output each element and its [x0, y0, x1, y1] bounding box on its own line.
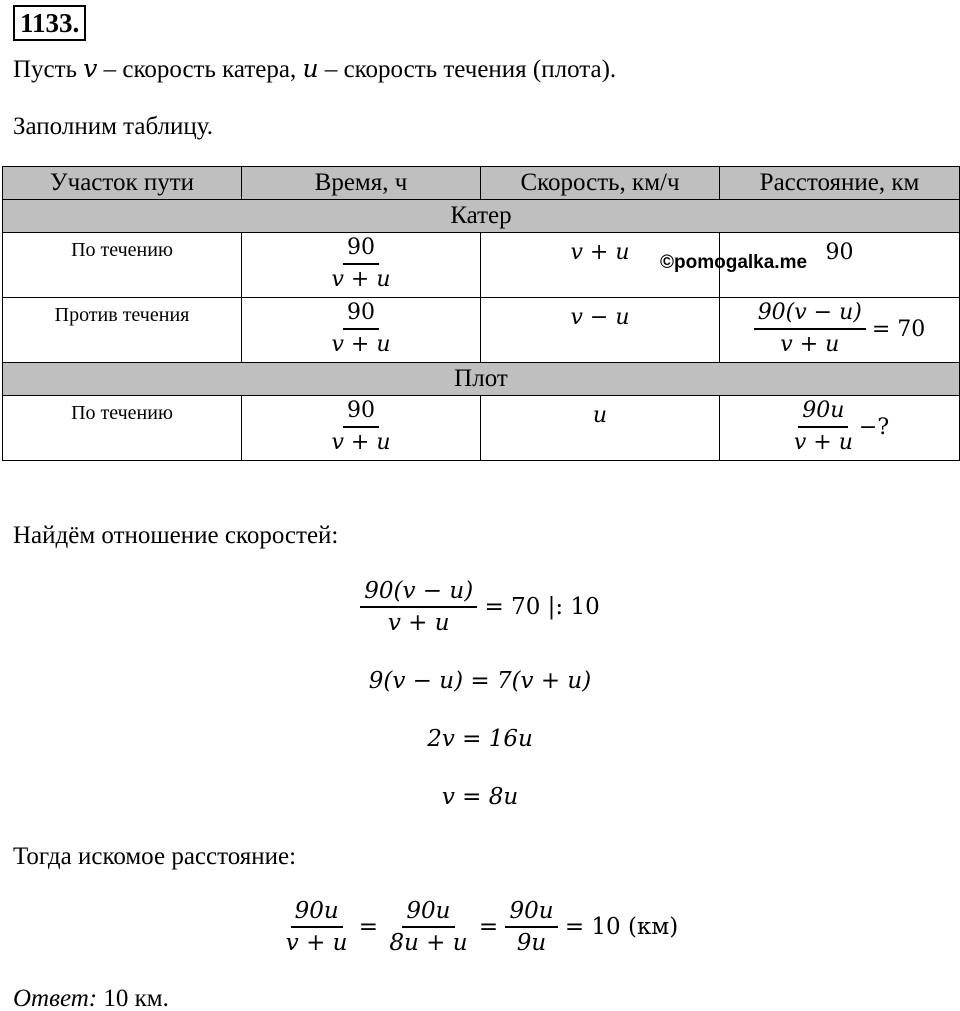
fill-table-text: Заполним таблицу.: [13, 113, 214, 140]
intro-text: Пусть: [13, 56, 84, 83]
distance-cell: 90: [720, 233, 960, 298]
time-cell: $\frac{90}{v + u}$: [242, 298, 481, 363]
intro-text: – скорость катера,: [97, 56, 303, 83]
header-segment: Участок пути: [3, 167, 242, 200]
equation-1: $\frac{90(v - u)}{v + u}$ = 70 |: 10: [0, 576, 960, 638]
final-equation: $\frac{90u}{v + u}$ = $\frac{90u}{8u + u}$ = $\frac{90u}{9u}$ = 10 (км): [285, 898, 679, 956]
equation-4: v = 8u: [441, 784, 519, 810]
group-raft: Плот: [3, 363, 960, 396]
distance-cell: $\frac{90u}{v + u}$ −?: [720, 396, 960, 461]
segment-cell: По течению: [3, 396, 242, 461]
var-u: u: [302, 54, 319, 83]
problem-number: 1133.: [13, 5, 86, 41]
answer-line: [13, 984, 169, 1011]
answer-value: 10 км.: [97, 985, 169, 1011]
time-cell: $\frac{90}{v + u}$: [242, 233, 481, 298]
table-row: [3, 233, 960, 298]
find-ratio-text: Найдём отношение скоростей:: [13, 522, 339, 549]
intro-paragraph: [13, 54, 616, 85]
var-v: v: [83, 54, 98, 83]
table-row: [3, 298, 960, 363]
segment-cell: По течению: [3, 233, 242, 298]
watermark: ©pomogalka.me: [660, 252, 808, 273]
header-distance: Расстояние, км: [720, 167, 960, 200]
equation-2: 9(v − u) = 7(v + u): [368, 668, 592, 694]
header-speed: Скорость, км/ч: [481, 167, 720, 200]
data-table: [2, 166, 960, 461]
speed-cell: v − u: [481, 298, 720, 363]
table-row: [3, 396, 960, 461]
then-distance-text: Тогда искомое расстояние:: [13, 843, 297, 870]
intro-text: – скорость течения (плота).: [318, 56, 617, 83]
time-cell: $\frac{90}{v + u}$: [242, 396, 481, 461]
group-boat: Катер: [3, 200, 960, 233]
answer-label: Ответ:: [13, 985, 98, 1011]
distance-cell: $\frac{90(v - u)}{v + u}$ = 70: [720, 298, 960, 363]
speed-cell: v + u: [481, 233, 720, 298]
speed-cell: u: [481, 396, 720, 461]
header-time: Время, ч: [242, 167, 481, 200]
equation-3: 2v = 16u: [427, 726, 533, 752]
segment-cell: Против течения: [3, 298, 242, 363]
